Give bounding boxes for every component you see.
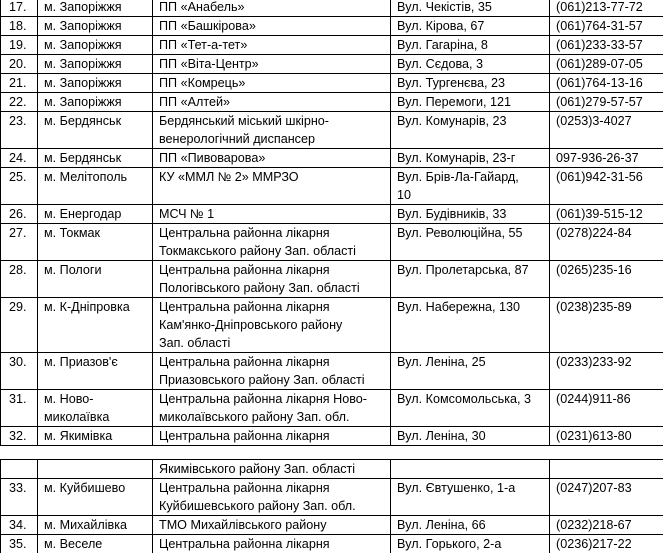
address-cell [391, 298, 550, 353]
city-cell [38, 168, 153, 205]
city-line: м. Бердянськ [44, 114, 122, 128]
address-cell [391, 168, 550, 205]
city-cell [38, 516, 153, 535]
institution-cell [153, 479, 391, 516]
address-cell [391, 17, 550, 36]
city-line: миколаївка [44, 410, 110, 424]
address-cell [391, 93, 550, 112]
table-row [1, 0, 663, 17]
institution-line: ПП «Тет-а-тет» [159, 38, 248, 52]
institution-cell [153, 55, 391, 74]
city-line: м. Ново- [44, 392, 94, 406]
institution-line: миколаївського району Зап. обл. [159, 410, 350, 424]
city-cell [38, 298, 153, 353]
institution-line: Центральна районна лікарня [159, 263, 330, 277]
phone-cell: 097-936-26-37 [550, 149, 663, 168]
city-line: м. Запоріжжя [44, 0, 122, 14]
institution-line: Центральна районна лікарня [159, 537, 330, 551]
address-cell [391, 261, 550, 298]
address-line: Вул. Євтушенко, 1-а [397, 481, 516, 495]
address-line: 10 [397, 188, 412, 202]
city-line: м. К-Дніпровка [44, 300, 130, 314]
row-number-cell: 34. [1, 516, 38, 535]
row-number-cell: 30. [1, 353, 38, 390]
address-line: Вул. Комунарів, 23 [397, 114, 507, 128]
row-number-cell: 35. [1, 535, 38, 554]
address-line: Вул. Перемоги, 121 [397, 95, 511, 109]
phone-cell: (061)289-07-05 [550, 55, 663, 74]
table-row [1, 460, 663, 479]
address-line: Вул. Чекістів, 35 [397, 0, 492, 14]
city-line: м. Мелітополь [44, 170, 128, 184]
institution-line: ПП «Алтей» [159, 95, 231, 109]
institution-cell [153, 261, 391, 298]
institution-line: Центральна районна лікарня [159, 226, 330, 240]
table-row [1, 224, 663, 261]
table-row [1, 261, 663, 298]
city-cell [38, 353, 153, 390]
table-row [1, 93, 663, 112]
city-cell [38, 112, 153, 149]
phone-cell: (061)764-13-16 [550, 74, 663, 93]
institution-line: Приазовського району Зап. області [159, 373, 365, 387]
address-cell [391, 390, 550, 427]
institution-line: Зап. області [159, 336, 231, 350]
address-line: Вул. Будівників, 33 [397, 207, 507, 221]
address-cell [391, 516, 550, 535]
institution-line: Центральна районна лікарня [159, 300, 330, 314]
address-line: Вул. Комсомольська, 3 [397, 392, 532, 406]
institution-cell [153, 36, 391, 55]
table-row [1, 479, 663, 516]
city-cell [38, 149, 153, 168]
phone-cell: (0231)613-80 [550, 427, 663, 446]
institution-line: Якимівського району Зап. області [159, 462, 356, 476]
institution-line: КУ «ММЛ № 2» ММРЗО [159, 170, 299, 184]
address-line: Вул. Леніна, 66 [397, 518, 486, 532]
address-line: Вул. Набережна, 130 [397, 300, 521, 314]
hospital-table-part-2 [0, 459, 663, 553]
city-line: м. Запоріжжя [44, 95, 122, 109]
address-line: Вул. Тургенєва, 23 [397, 76, 506, 90]
city-line: м. Веселе [44, 537, 103, 551]
address-line: Вул. Леніна, 25 [397, 355, 486, 369]
city-line: м. Запоріжжя [44, 38, 122, 52]
institution-line: венерологічний диспансер [159, 132, 315, 146]
table-row [1, 516, 663, 535]
institution-cell [153, 460, 391, 479]
institution-cell [153, 390, 391, 427]
address-line: Вул. Сєдова, 3 [397, 57, 484, 71]
city-cell [38, 55, 153, 74]
city-line: м. Якимівка [44, 429, 113, 443]
city-line: м. Запоріжжя [44, 76, 122, 90]
city-cell [38, 479, 153, 516]
city-cell [38, 427, 153, 446]
city-line: м. Запоріжжя [44, 57, 122, 71]
row-number-cell: 19. [1, 36, 38, 55]
table-row [1, 390, 663, 427]
table-row [1, 535, 663, 554]
address-cell [391, 224, 550, 261]
city-cell [38, 36, 153, 55]
row-number-cell: 17. [1, 0, 38, 17]
phone-cell: (061)233-33-57 [550, 36, 663, 55]
city-cell [38, 74, 153, 93]
institution-cell [153, 353, 391, 390]
row-number-cell: 33. [1, 479, 38, 516]
institution-cell [153, 93, 391, 112]
address-cell [391, 460, 550, 479]
city-line: м. Запоріжжя [44, 19, 122, 33]
city-line: м. Бердянськ [44, 151, 122, 165]
row-number-cell: 25. [1, 168, 38, 205]
institution-cell [153, 427, 391, 446]
city-cell [38, 205, 153, 224]
table-row [1, 168, 663, 205]
address-cell [391, 535, 550, 554]
address-cell [391, 427, 550, 446]
institution-line: Токмакського району Зап. області [159, 244, 356, 258]
row-number-cell: 21. [1, 74, 38, 93]
phone-cell: (061)942-31-56 [550, 168, 663, 205]
city-line: м. Токмак [44, 226, 101, 240]
row-number-cell: 28. [1, 261, 38, 298]
phone-cell: (061)213-77-72 [550, 0, 663, 17]
table-row [1, 298, 663, 353]
address-cell [391, 36, 550, 55]
table-body [1, 460, 663, 554]
row-number-cell: 27. [1, 224, 38, 261]
city-cell [38, 535, 153, 554]
institution-cell [153, 168, 391, 205]
table-row [1, 205, 663, 224]
address-cell [391, 353, 550, 390]
city-cell [38, 93, 153, 112]
city-cell [38, 460, 153, 479]
city-line: м. Приазов'є [44, 355, 118, 369]
table-row [1, 55, 663, 74]
institution-line: ПП «Комрець» [159, 76, 246, 90]
address-line: Вул. Брів-Ла-Гайард, [397, 170, 519, 184]
row-number-cell: 18. [1, 17, 38, 36]
row-number-cell: 32. [1, 427, 38, 446]
phone-cell: (0244)911-86 [550, 390, 663, 427]
city-line: м. Михайлівка [44, 518, 128, 532]
institution-line: ПП «Башкірова» [159, 19, 256, 33]
institution-line: ПП «Пивоварова» [159, 151, 266, 165]
address-cell [391, 112, 550, 149]
address-cell [391, 149, 550, 168]
institution-line: Центральна районна лікарня Ново- [159, 392, 367, 406]
institution-cell [153, 74, 391, 93]
phone-cell: (0247)207-83 [550, 479, 663, 516]
institution-cell [153, 298, 391, 353]
institution-line: Центральна районна лікарня [159, 355, 330, 369]
institution-cell [153, 224, 391, 261]
phone-cell: (0236)217-22 [550, 535, 663, 554]
city-line: м. Куйбишево [44, 481, 126, 495]
phone-cell: (0265)235-16 [550, 261, 663, 298]
row-number-cell: 24. [1, 149, 38, 168]
address-line: Вул. Горького, 2-а [397, 537, 502, 551]
institution-line: Бердянський міський шкірно- [159, 114, 330, 128]
institution-cell [153, 0, 391, 17]
institution-line: МСЧ № 1 [159, 207, 215, 221]
table-row [1, 17, 663, 36]
table-row [1, 36, 663, 55]
phone-cell: (0238)235-89 [550, 298, 663, 353]
row-number-cell: 26. [1, 205, 38, 224]
row-number-cell [1, 460, 38, 479]
row-number-cell: 20. [1, 55, 38, 74]
table-row [1, 74, 663, 93]
phone-cell: (061)39-515-12 [550, 205, 663, 224]
city-cell [38, 261, 153, 298]
address-line: Вул. Кірова, 67 [397, 19, 485, 33]
city-cell [38, 390, 153, 427]
city-cell [38, 17, 153, 36]
institution-cell [153, 17, 391, 36]
phone-cell: (0233)233-92 [550, 353, 663, 390]
institution-line: Кам'янко-Дніпровського району [159, 318, 343, 332]
city-cell [38, 224, 153, 261]
institution-cell [153, 149, 391, 168]
institution-line: Куйбишевського району Зап. обл. [159, 499, 356, 513]
institution-line: Пологівського району Зап. області [159, 281, 360, 295]
city-line: м. Пологи [44, 263, 102, 277]
row-number-cell: 23. [1, 112, 38, 149]
institution-line: Центральна районна лікарня [159, 481, 330, 495]
institution-cell [153, 516, 391, 535]
phone-cell: (061)764-31-57 [550, 17, 663, 36]
institution-line: ПП «Анабель» [159, 0, 245, 14]
address-line: Вул. Леніна, 30 [397, 429, 486, 443]
phone-cell: (061)279-57-57 [550, 93, 663, 112]
table-row [1, 149, 663, 168]
row-number-cell: 29. [1, 298, 38, 353]
institution-cell [153, 112, 391, 149]
address-cell [391, 479, 550, 516]
address-cell [391, 55, 550, 74]
phone-cell [550, 460, 663, 479]
phone-cell: (0278)224-84 [550, 224, 663, 261]
institution-cell [153, 535, 391, 554]
institution-line: ПП «Віта-Центр» [159, 57, 259, 71]
address-line: Вул. Комунарів, 23-г [397, 151, 516, 165]
city-cell [38, 0, 153, 17]
row-number-cell: 31. [1, 390, 38, 427]
address-cell [391, 0, 550, 17]
institution-line: Центральна районна лікарня [159, 429, 330, 443]
phone-cell: (0253)3-4027 [550, 112, 663, 149]
table-body [1, 0, 663, 446]
city-line: м. Енергодар [44, 207, 122, 221]
institution-line: ТМО Михайлівського району [159, 518, 327, 532]
institution-cell [153, 205, 391, 224]
address-line: Вул. Гагаріна, 8 [397, 38, 488, 52]
table-row [1, 112, 663, 149]
row-number-cell: 22. [1, 93, 38, 112]
address-line: Вул. Пролетарська, 87 [397, 263, 529, 277]
table-row [1, 353, 663, 390]
phone-cell: (0232)218-67 [550, 516, 663, 535]
address-line: Вул. Революційна, 55 [397, 226, 523, 240]
table-row [1, 427, 663, 446]
address-cell [391, 74, 550, 93]
address-cell [391, 205, 550, 224]
